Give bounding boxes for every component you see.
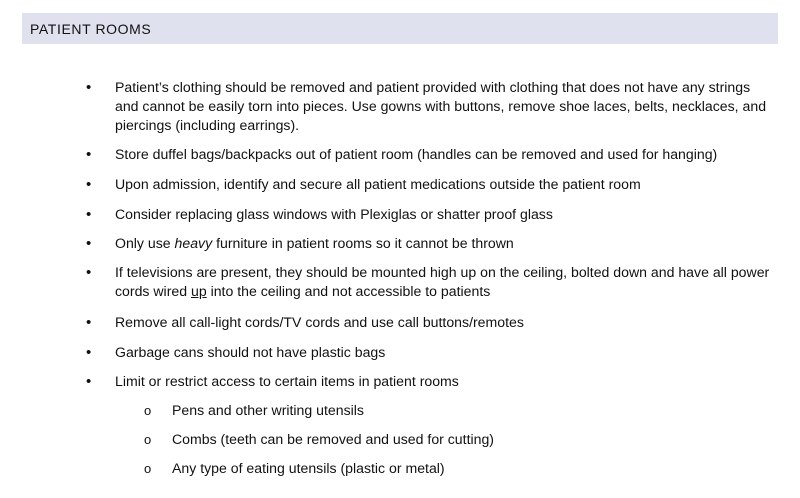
bullet-icon: • [86,235,92,252]
list-item-text: Patient’s clothing should be removed and patient provided with clothing that does not have any strings and cannot be easily torn into pieces. Use gowns with buttons, remove shoe laces, belts, necklaces, and piercings (including earrings). [115,79,767,133]
bullet-icon: • [86,314,92,331]
section-title: PATIENT ROOMS [30,21,152,37]
bullet-icon: • [86,176,92,193]
sub-bullet-icon: o [144,432,152,447]
list-item-text: Store duffel bags/backpacks out of patient room (handles can be removed and used for hanging) [115,146,718,162]
list-item-text: Garbage cans should not have plastic bags [115,344,386,360]
bullet-icon: • [86,344,92,361]
bullet-icon: • [86,264,92,281]
underlined-text: up [190,283,207,299]
list-item-text: Upon admission, identify and secure all patient medications outside the patient room [115,176,641,192]
bullet-icon: • [86,373,92,390]
list-item-text: If televisions are present, they should be mounted high up on the ceiling, bolted down and have all power cords wired up into the ceiling and not accessible to patients [115,264,770,299]
bullet-icon: • [86,146,92,163]
bullet-icon: • [86,206,92,223]
list-item-text: Consider replacing glass windows with Plexiglas or shatter proof glass [115,206,553,222]
list-item-text: Remove all call-light cords/TV cords and use call buttons/remotes [115,314,524,330]
bullet-icon: • [86,79,92,96]
emphasis-text: heavy [174,235,213,251]
list-item-text: Limit or restrict access to certain items in patient rooms [115,373,459,389]
sub-list-item-text: Combs (teeth can be removed and used for cutting) [172,431,494,447]
sub-list-item-text: Pens and other writing utensils [172,402,364,418]
sub-bullet-icon: o [144,461,152,476]
sub-bullet-icon: o [144,403,152,418]
list-item-text: Only use heavy furniture in patient rooms so it cannot be thrown [115,235,514,251]
sub-list-item-text: Any type of eating utensils (plastic or metal) [172,460,445,476]
